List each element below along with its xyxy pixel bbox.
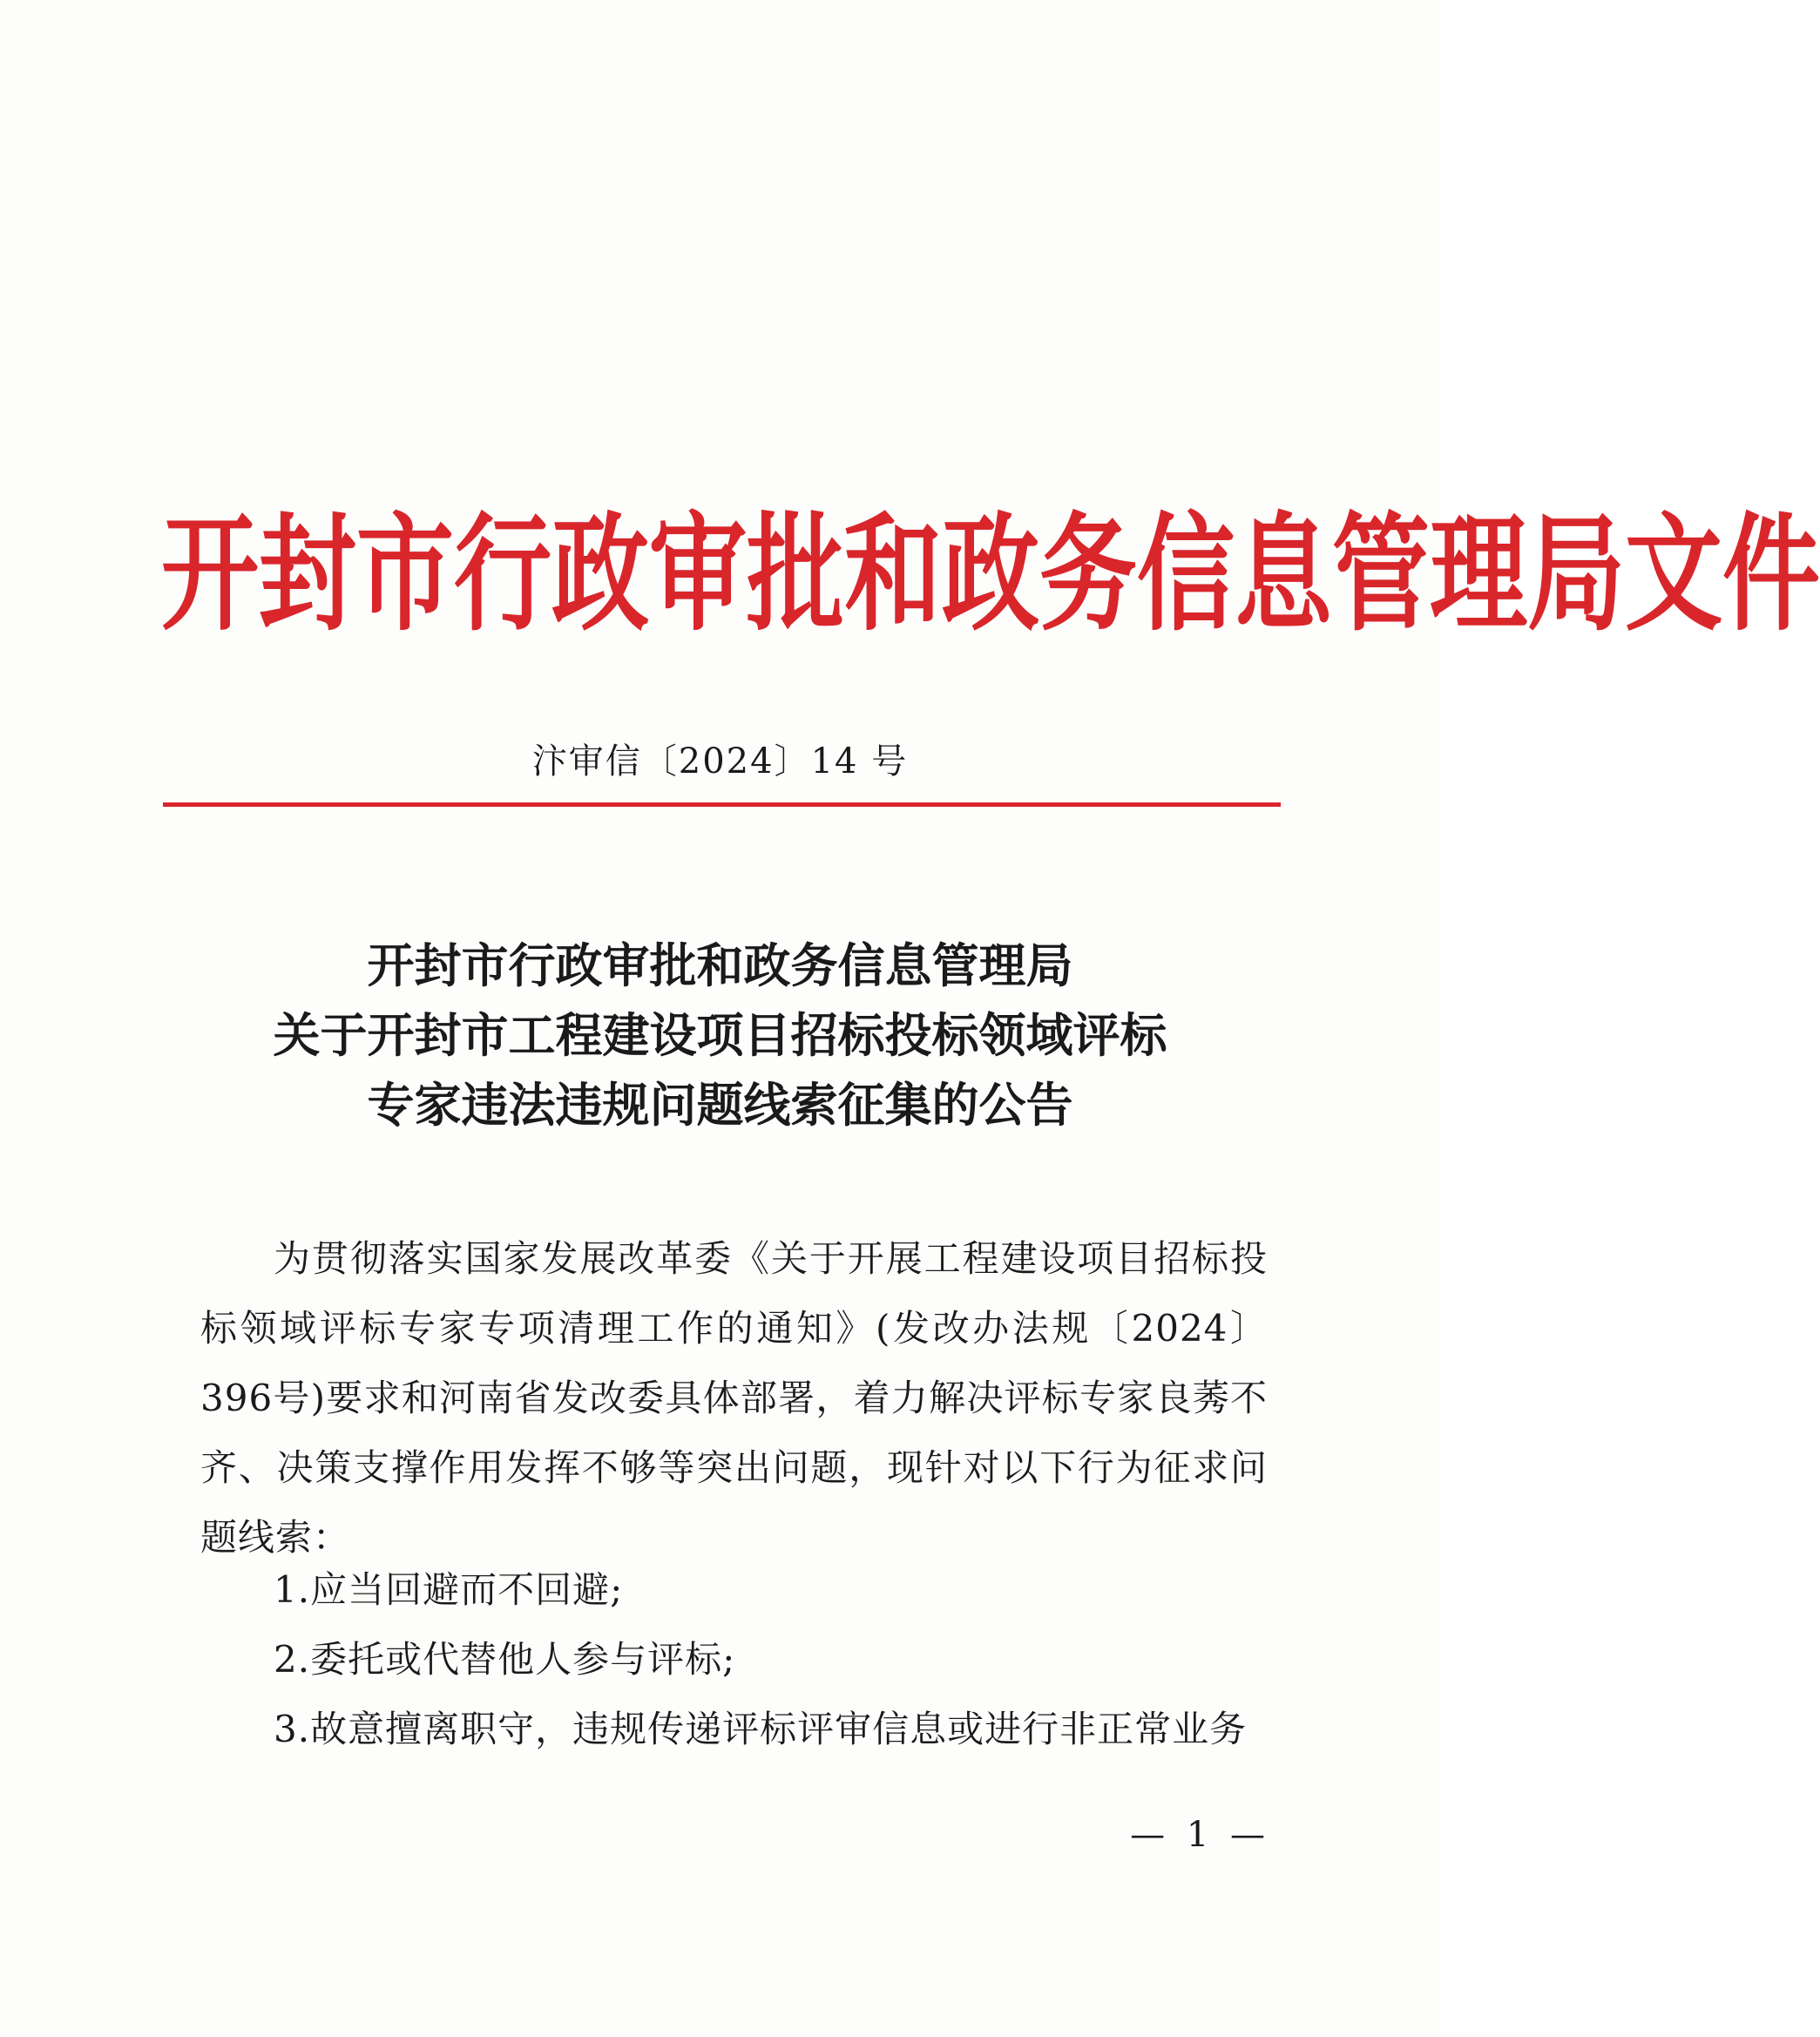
header-title-char: 封 xyxy=(259,501,356,649)
header-title-char: 和 xyxy=(844,501,942,649)
list-item: 2.委托或代替他人参与评标; xyxy=(274,1638,736,1681)
notice-title-line-2: 关于开封市工程建设项目招标投标领域评标 xyxy=(273,1007,1167,1063)
header-title-char: 批 xyxy=(747,501,844,649)
body-paragraph: 为贯彻落实国家发展改革委《关于开展工程建设项目招标投标领域评标专家专项清理工作的通知》(发改办法规〔2024〕396号)要求和河南省发改委具体部署，着力解决评标专家良莠不齐、决策支撑作用发挥不够等突出问题，现针对以下行为征求问题线索： xyxy=(200,1237,1268,1559)
page-number: — 1 — xyxy=(1130,1815,1270,1855)
header-title-char: 息 xyxy=(1235,501,1332,649)
header-title-char: 信 xyxy=(1137,501,1235,649)
header-title-char: 管 xyxy=(1332,501,1430,649)
header-title-char: 文 xyxy=(1625,501,1722,649)
header-title-char: 务 xyxy=(1039,501,1137,649)
notice-title xyxy=(0,931,1440,1140)
document-header-title xyxy=(161,488,1820,662)
header-title-char: 行 xyxy=(454,501,551,649)
header-title-char: 开 xyxy=(161,501,259,649)
red-divider-line xyxy=(163,802,1281,807)
document-number: 汴审信〔2024〕14 号 xyxy=(531,741,909,782)
header-title-char: 理 xyxy=(1430,501,1527,649)
header-title-char: 政 xyxy=(551,501,649,649)
header-title-char: 件 xyxy=(1722,501,1820,649)
notice-title-line-3: 专家违法违规问题线索征集的公告 xyxy=(367,1077,1073,1133)
list-item: 3.故意擅离职守，违规传递评标评审信息或进行非正常业务 xyxy=(274,1708,1248,1750)
list-item: 1.应当回避而不回避; xyxy=(274,1568,624,1611)
header-title-char: 市 xyxy=(356,501,454,649)
header-title-char: 局 xyxy=(1527,501,1625,649)
header-title-char: 审 xyxy=(649,501,747,649)
notice-title-line-1: 开封市行政审批和政务信息管理局 xyxy=(367,937,1073,993)
header-title-char: 政 xyxy=(942,501,1039,649)
violation-list xyxy=(200,1555,1268,1764)
